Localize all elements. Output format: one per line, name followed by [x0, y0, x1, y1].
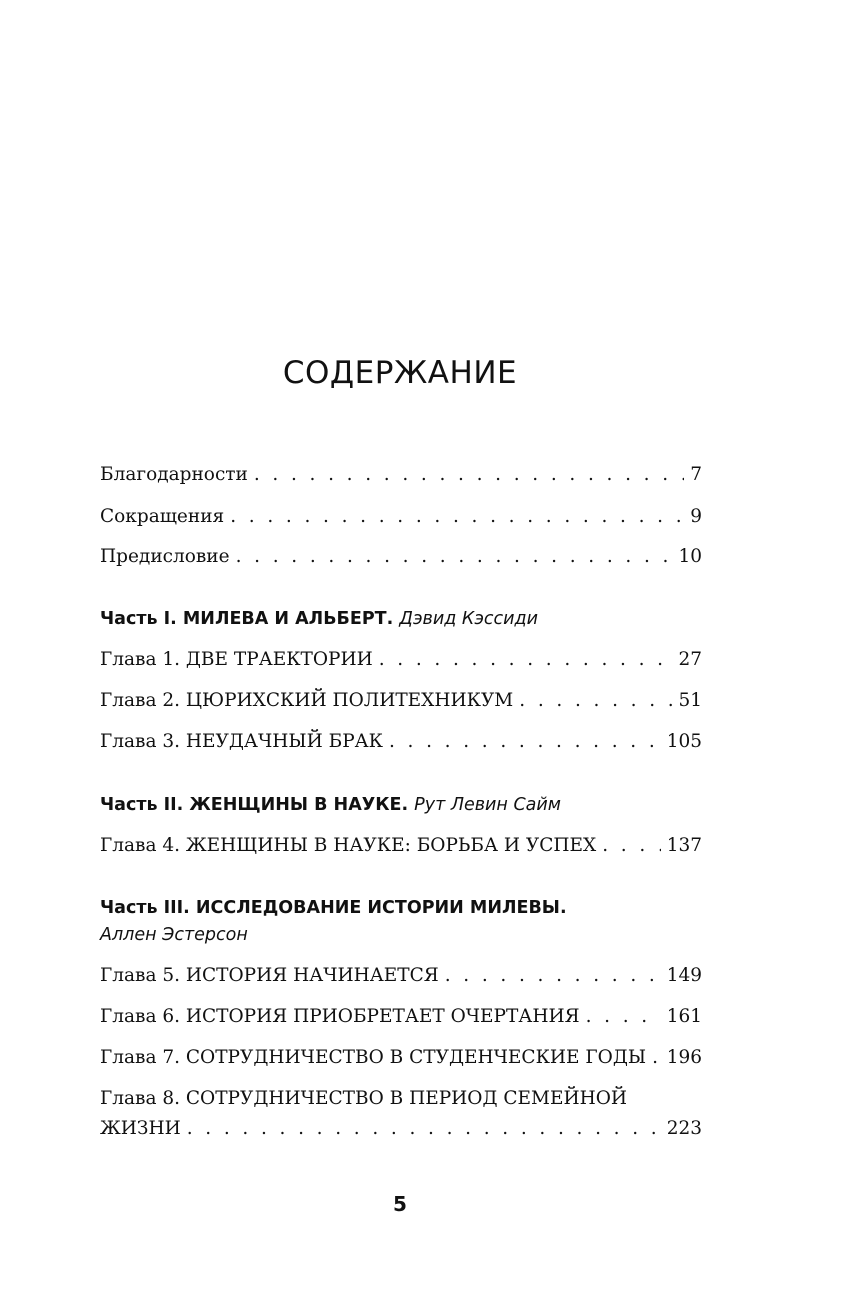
dot-leader [519, 689, 672, 713]
toc-entry-chapter-1[interactable] [100, 648, 702, 672]
toc-entry-label: Глава 4. ЖЕНЩИНЫ В НАУКЕ: БОРЬБА И УСПЕХ [100, 835, 597, 856]
toc-entry-label: ЖИЗНИ [100, 1118, 181, 1139]
toc-entry-label: Глава 7. СОТРУДНИЧЕСТВО В СТУДЕНЧЕСКИЕ ГОДЫ [100, 1047, 647, 1068]
part-author: Дэвид Кэссиди [399, 609, 539, 629]
dot-leader [379, 648, 673, 672]
toc-entry-page: 10 [678, 546, 702, 567]
table-of-contents [100, 0, 702, 1312]
toc-entry-chapter-6[interactable] [100, 1005, 702, 1029]
toc-entry-page: 223 [666, 1118, 702, 1139]
dot-leader [602, 834, 660, 858]
toc-entry-label: Глава 2. ЦЮРИХСКИЙ ПОЛИТЕХНИКУМ [100, 690, 514, 711]
part-title: Часть III. ИССЛЕДОВАНИЕ ИСТОРИИ МИЛЕВЫ. [100, 898, 567, 918]
page-number: 5 [393, 1192, 407, 1216]
part-author: Аллен Эстерсон [100, 925, 248, 945]
toc-entry-preface[interactable] [100, 545, 702, 569]
toc-entry-page: 9 [690, 506, 702, 527]
toc-entry-chapter-8[interactable] [100, 1117, 702, 1141]
dot-leader [236, 545, 673, 569]
toc-entry-chapter-8-line1[interactable]: Глава 8. СОТРУДНИЧЕСТВО В ПЕРИОД СЕМЕЙНОЙ [100, 1088, 628, 1109]
part-title: Часть II. ЖЕНЩИНЫ В НАУКЕ. [100, 795, 409, 815]
page-title: СОДЕРЖАНИЕ [282, 355, 518, 391]
part-heading-1[interactable] [100, 607, 702, 631]
toc-entry-label: Предисловие [100, 546, 230, 567]
toc-entry-page: 51 [678, 690, 702, 711]
toc-entry-label: Глава 1. ДВЕ ТРАЕКТОРИИ [100, 649, 373, 670]
toc-entry-chapter-2[interactable] [100, 689, 702, 713]
toc-entry-page: 137 [666, 835, 702, 856]
toc-entry-acknowledgements[interactable] [100, 463, 702, 487]
toc-entry-label: Глава 3. НЕУДАЧНЫЙ БРАК [100, 731, 383, 752]
toc-entry-page: 27 [678, 649, 702, 670]
toc-entry-page: 161 [666, 1006, 702, 1027]
part-heading-3[interactable] [100, 896, 702, 920]
part-heading-2[interactable] [100, 793, 702, 817]
toc-entry-page: 196 [666, 1047, 702, 1068]
toc-entry-chapter-5[interactable] [100, 964, 702, 988]
part-title: Часть I. МИЛЕВА И АЛЬБЕРТ. [100, 609, 394, 629]
toc-entry-chapter-4[interactable] [100, 834, 702, 858]
toc-entry-page: 105 [666, 731, 702, 752]
toc-entry-label: Сокращения [100, 506, 225, 527]
dot-leader [586, 1005, 661, 1029]
dot-leader [389, 730, 661, 754]
dot-leader [445, 964, 661, 988]
dot-leader [187, 1117, 661, 1141]
toc-entry-chapter-7[interactable] [100, 1046, 702, 1070]
dot-leader [230, 505, 684, 529]
toc-entry-label: Глава 6. ИСТОРИЯ ПРИОБРЕТАЕТ ОЧЕРТАНИЯ [100, 1006, 580, 1027]
toc-entry-abbreviations[interactable] [100, 505, 702, 529]
part-author: Рут Левин Сайм [414, 795, 561, 815]
toc-entry-label: Благодарности [100, 464, 248, 485]
dot-leader [254, 463, 684, 487]
dot-leader [652, 1046, 661, 1070]
toc-entry-label: Глава 5. ИСТОРИЯ НАЧИНАЕТСЯ [100, 965, 439, 986]
toc-entry-page: 149 [666, 965, 702, 986]
toc-entry-chapter-3[interactable] [100, 730, 702, 754]
toc-entry-page: 7 [690, 464, 702, 485]
